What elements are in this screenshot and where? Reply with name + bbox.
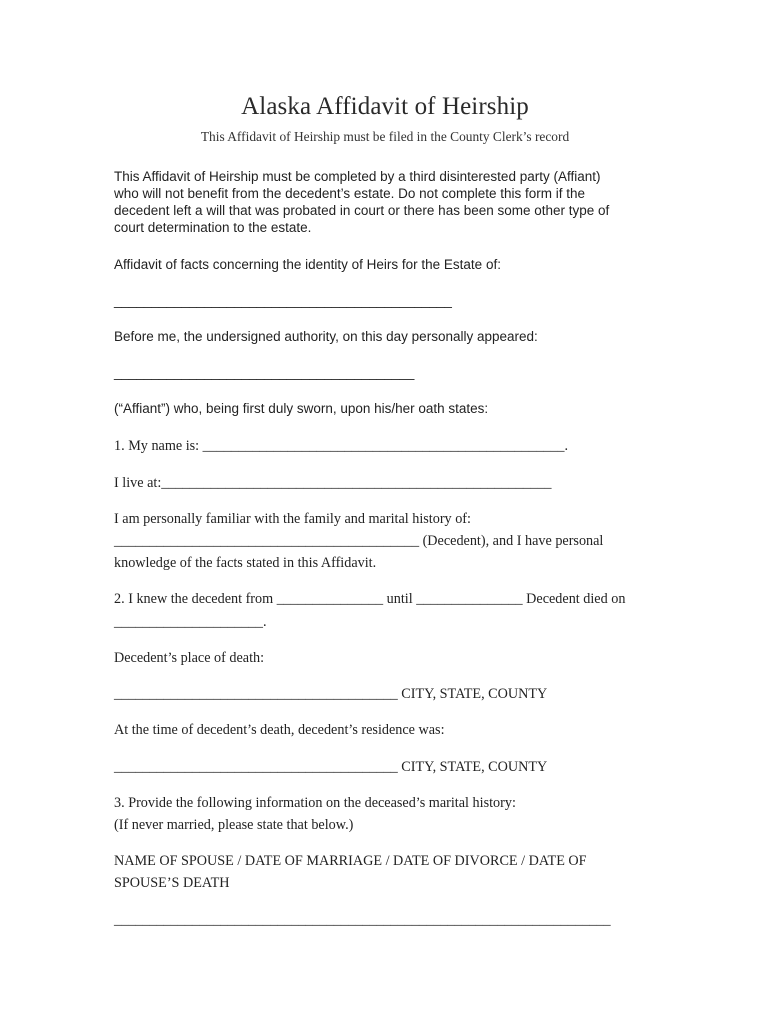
date-of-death-field[interactable]: _____________________.: [114, 614, 267, 630]
spouse-header-line-2: SPOUSE’S DEATH: [114, 875, 230, 891]
document-title: Alaska Affidavit of Heirship: [241, 93, 529, 120]
place-of-death-label: Decedent’s place of death:: [114, 650, 265, 666]
place-of-death-field[interactable]: ________________________________________ CITY, STATE, COUNTY: [114, 686, 548, 702]
document-subtitle: This Affidavit of Heirship must be filed in the County Clerk’s record: [200, 129, 570, 144]
my-name-field[interactable]: 1. My name is: ___________________________________________________.: [114, 438, 568, 454]
knew-decedent-dates-field[interactable]: 2. I knew the decedent from _______________ until _______________ Decedent died on: [114, 591, 626, 607]
affiant-name-field[interactable]: ________________________________________: [114, 365, 415, 380]
intro-line-3: decedent left a will that was probated in court or there has been some other type of: [114, 203, 610, 218]
marital-history-line: 3. Provide the following information on the deceased’s marital history:: [114, 795, 516, 811]
decedent-name-field[interactable]: ___________________________________________ (Decedent), and I have personal: [114, 533, 604, 549]
residence-label: At the time of decedent’s death, decedent’s residence was:: [114, 722, 445, 738]
familiar-line: I am personally familiar with the family and marital history of:: [114, 511, 471, 527]
spouse-header-line-1: NAME OF SPOUSE / DATE OF MARRIAGE / DATE OF DIVORCE / DATE OF: [114, 853, 587, 869]
residence-field[interactable]: ________________________________________ CITY, STATE, COUNTY: [114, 759, 548, 775]
never-married-line: (If never married, please state that below.): [114, 817, 354, 833]
spouse-info-field[interactable]: ______________________________________________________________________: [114, 912, 611, 928]
intro-line-2: who will not benefit from the decedent’s estate. Do not complete this form if the: [114, 186, 585, 201]
knowledge-line: knowledge of the facts stated in this Affidavit.: [114, 555, 377, 571]
affiant-states-line: (“Affiant”) who, being first duly sworn, upon his/her oath states:: [114, 401, 489, 416]
estate-prompt: Affidavit of facts concerning the identity of Heirs for the Estate of:: [114, 257, 501, 272]
intro-line-4: court determination to the estate.: [114, 220, 312, 235]
estate-name-field[interactable]: _____________________________________________: [114, 293, 452, 308]
intro-line-1: This Affidavit of Heirship must be completed by a third disinterested party (Affiant): [114, 169, 601, 184]
appeared-prompt: Before me, the undersigned authority, on this day personally appeared:: [114, 329, 538, 344]
address-field[interactable]: I live at:_______________________________________________________: [114, 475, 552, 491]
